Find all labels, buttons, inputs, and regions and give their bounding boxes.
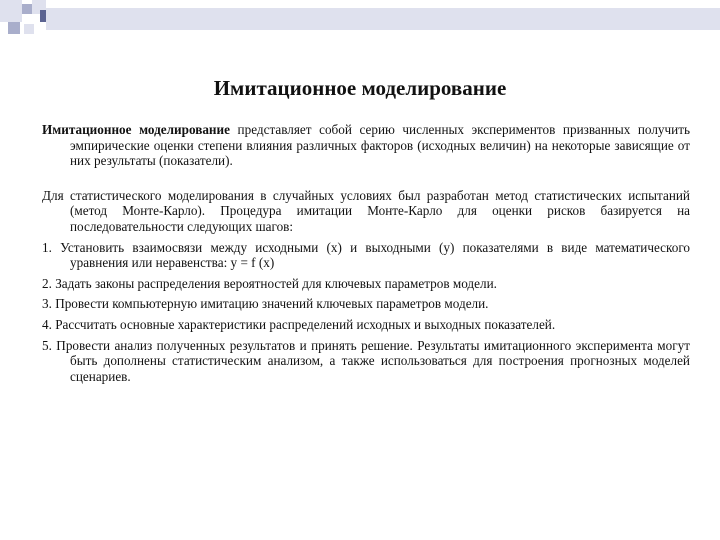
decor-square	[22, 4, 32, 14]
decor-square	[8, 22, 20, 34]
step-item: 2. Задать законы распределения вероятностей для ключевых параметров модели.	[42, 275, 497, 291]
decor-square	[0, 0, 22, 22]
decor-square	[24, 24, 34, 34]
step-item: 1. Установить взаимосвязи между исходными (х) и выходными (у) показателями в виде математического уравнения или неравенства: у = f (х)	[42, 239, 690, 271]
step-item: 5. Провести анализ полученных результатов и принять решение. Результаты имитационного эксперимента могут быть дополнены статистическим анализом, а также использоваться для построения прогнозных моделей сценариев.	[42, 337, 690, 384]
intro-term: Имитационное моделирование	[42, 122, 230, 137]
step-item: 3. Провести компьютерную имитацию значений ключевых параметров модели.	[42, 296, 489, 312]
step-item: 4. Рассчитать основные характеристики распределений исходных и выходных показателей.	[42, 316, 556, 332]
intro-paragraph	[42, 122, 690, 169]
intro-text: представляет собой серию численных экспериментов призванных получить эмпирические оценки степени влияния различных факторов (исходных величин) на некоторые зависящие от них результаты (показатели).	[70, 122, 690, 169]
slide-body	[42, 122, 690, 384]
header-bar	[46, 8, 720, 30]
header-decoration	[0, 0, 720, 40]
slide-title: Имитационное моделирование	[213, 76, 507, 100]
method-paragraph: Для статистического моделирования в случайных условиях был разработан метод статистических испытаний (метод Монте-Карло). Процедура имитации Монте-Карло для оценки рисков базируется на последовательности следующих шагов:	[42, 187, 690, 234]
